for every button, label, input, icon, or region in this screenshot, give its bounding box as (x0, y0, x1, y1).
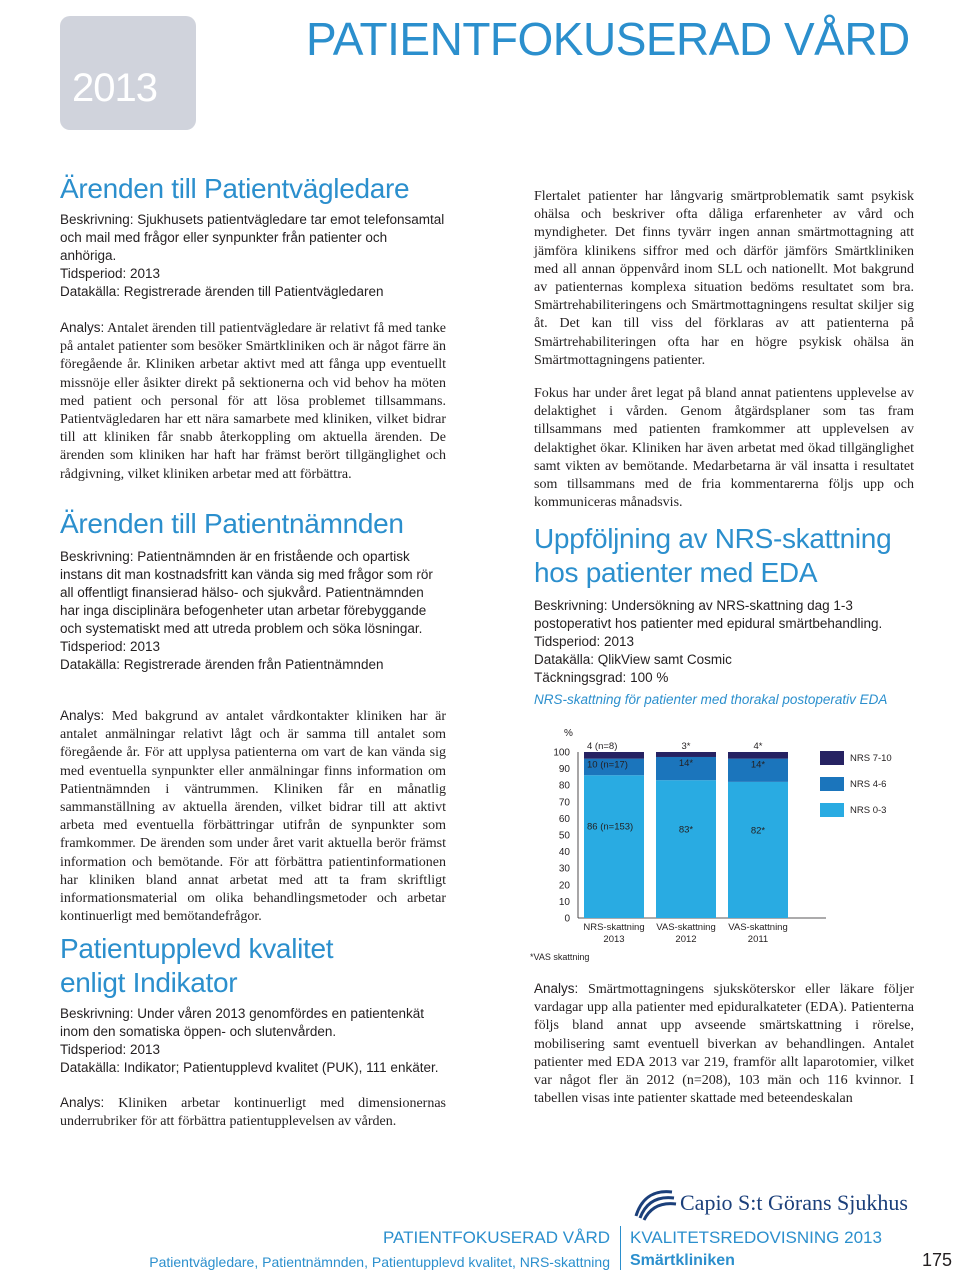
period: Tidsperiod: 2013 (60, 1042, 161, 1057)
description: Beskrivning: Patientnämnden är en fristående och opartisk instans dit man kostnadsfritt kan vända sig med frågor som rör all offentligt finansierad hälso- och sjukvård. Patientnämnden har inga disciplinära befogenheter utan arbetar förebyggande och systematiskt med att utreda problem och söka lösningar. (60, 549, 433, 636)
y-tick-label: 20 (558, 880, 570, 892)
y-axis-unit: % (564, 728, 573, 739)
bar-segment (728, 752, 788, 759)
analysis-patientvagledare: Analys: Antalet ärenden till patientvägledare är relativt få med tanke på antalet patienter som besöker Smärtkliniken och är något färre än föregående år. Kliniken arbetar aktivt med att fånga upp eventuellt missnöje eller åsikter direkt på sektionerna och vid behov ha möten med patient och personal för att lösa problemet tillsammans. Patientvägledaren har ett nära samarbete med kliniken, vilket bidrar till att kliniken får snabb återkoppling om aktuella ärenden. De ärenden som kliniken har haft har främst berört tillgänglighet och rådgivning, vilket kliniken arbetar med att förbättra. (60, 320, 446, 482)
y-tick-label: 10 (558, 896, 570, 908)
y-tick-label: 100 (553, 747, 570, 759)
figure-title: NRS-skattning för patienter med thorakal postoperativ EDA (534, 692, 888, 707)
chart-footnote: *VAS skattning (530, 952, 590, 962)
data-label: 14* (678, 757, 694, 769)
footer-section-title: PATIENTFOKUSERAD VÅRD (382, 1228, 610, 1247)
year-label: 2013 (72, 66, 157, 110)
analysis-nrs: Analys: Smärtmottagningens sjuksköterskor eller läkare följer vardagar upp alla patienter med epiduralkateter (EDA). Patienterna följs bland annat upp avseende smärtskattning i rörelse, mobilisering samt eventuell biverkan av behandlingen. Antalet patienter med EDA 2013 var 219, framför allt laparotomier, vilket var något fler än 2012 (n=208), 103 män och 116 kvinnor. I tabellen visas inte patienter skattade med beteendeskalan (534, 981, 914, 1107)
description: Beskrivning: Under våren 2013 genomfördes en patientenkät inom den somatiska öppen- och slutenvården. (60, 1006, 424, 1039)
data-label: 3* (681, 741, 691, 752)
period: Tidsperiod: 2013 (534, 634, 635, 649)
footer-clinic: Smärtkliniken (630, 1252, 735, 1269)
legend-swatch (820, 751, 844, 765)
x-tick-label: VAS-skattning (728, 922, 788, 933)
source: Datakälla: QlikView samt Cosmic (534, 652, 732, 667)
page-title: PATIENTFOKUSERAD VÅRD (306, 13, 910, 65)
section-meta-patientnamnden (60, 548, 446, 674)
analysis-patientupplevd: Analys: Kliniken arbetar kontinuerligt med dimensionernas underrubriker för att förbättra patientupplevelsen av vården. (60, 1095, 446, 1130)
legend-swatch (820, 803, 844, 817)
section-meta-nrs (534, 597, 920, 687)
y-tick-label: 30 (558, 863, 570, 875)
y-tick-label: 90 (558, 764, 570, 776)
x-tick-label: NRS-skattning (583, 922, 645, 933)
data-label: 10 (n=17) (587, 759, 628, 771)
data-label: 14* (750, 759, 766, 771)
period: Tidsperiod: 2013 (60, 266, 161, 281)
footer-divider (620, 1226, 621, 1270)
capio-logo-text: Capio S:t Görans Sjukhus (680, 1190, 908, 1215)
data-label: 4 (n=8) (587, 741, 618, 752)
y-tick-label: 60 (558, 813, 570, 825)
year-badge (60, 16, 196, 130)
right-paragraph-2: Fokus har under året legat på bland annat patientens upplevelse av delaktighet i vården. Genom åtgärdsplaner som tas fram tillsammans med patienten framkommer att upplevelsen av delaktighet ökar. Kliniken har även arbetat med ökad tillgänglighet samt vikten av bemötande. Medarbetarna är väl insatta i resultatet som tillsammans med de fria kommentarerna följs upp och kommuniceras månadsvis. (534, 386, 914, 511)
x-tick-label: 2011 (747, 934, 769, 945)
bar-segment (728, 782, 788, 918)
legend-label: NRS 7-10 (850, 753, 892, 764)
section-meta-patientvagledare (60, 211, 446, 301)
nrs-stacked-bar-chart (530, 722, 910, 968)
source: Datakälla: Indikator; Patientupplevd kvalitet (PUK), 111 enkäter. (60, 1060, 439, 1075)
bar-segment (584, 752, 644, 759)
section-title-patientvagledare: Ärenden till Patientvägledare (60, 173, 410, 204)
legend-label: NRS 0-3 (850, 805, 887, 816)
section-title-nrs: Uppföljning av NRS-skattning hos patienter med EDA (534, 523, 892, 588)
bar-segment (584, 775, 644, 918)
data-label: 82* (750, 825, 766, 837)
period: Tidsperiod: 2013 (60, 639, 161, 654)
data-label: 86 (n=153) (587, 821, 634, 833)
x-tick-label: 2013 (603, 934, 625, 945)
capio-logo-icon (632, 1186, 678, 1222)
description: Beskrivning: Sjukhusets patientvägledare tar emot telefonsamtal och mail med frågor eller synpunkter från patienter och anhöriga. (60, 212, 445, 263)
data-label: 4* (753, 741, 763, 752)
source: Datakälla: Registrerade ärenden från Patientnämnden (60, 657, 384, 672)
x-tick-label: VAS-skattning (656, 922, 716, 933)
y-tick-label: 40 (558, 847, 570, 859)
source: Datakälla: Registrerade ärenden till Patientvägledaren (60, 284, 384, 299)
bar-segment (656, 752, 716, 757)
section-meta-patientupplevd (60, 1005, 446, 1077)
description: Beskrivning: Undersökning av NRS-skattning dag 1-3 postoperativt hos patienter med epidural smärtbehandling. (534, 598, 883, 631)
legend-swatch (820, 777, 844, 791)
section-title-patientnamnden: Ärenden till Patientnämnden (60, 508, 404, 539)
y-tick-label: 0 (564, 913, 570, 925)
y-tick-label: 70 (558, 797, 570, 809)
section-title-patientupplevd: Patientupplevd kvalitet enligt Indikator (60, 933, 334, 998)
coverage: Täckningsgrad: 100 % (534, 670, 669, 685)
legend-label: NRS 4-6 (850, 779, 887, 790)
footer-section-subtitle: Patientvägledare, Patientnämnden, Patientupplevd kvalitet, NRS-skattning (149, 1254, 610, 1270)
analysis-patientnamnden: Analys: Med bakgrund av antalet vårdkontakter kliniken har är antalet anmälningar relativt lågt och är samma till antalet som föregående år. För att upplysa patienterna om vart de kan vända sig med eventuella synpunkter eller anmälningar finns information om Patientnämnden i väntrummen. Kliniken får en månatlig sammanställning av aktuella ärenden, vilket bidrar till att aktivt arbeta med eventuella förbättringar utifrån de synpunkter som framkommer. De ärenden som under året varit aktuella berör främst information och bemötande. För att förbättra patientinformationen har kliniken bland annat arbetat med att ta fram skriftligt informationsmaterial om olika behandlingsmetoder och arbetar kontinuerligt med bemötandefrågor. (60, 708, 446, 925)
y-tick-label: 50 (558, 830, 570, 842)
footer-report-title: KVALITETSREDOVISNING 2013 (630, 1228, 882, 1247)
bar-segment (656, 780, 716, 918)
y-tick-label: 80 (558, 780, 570, 792)
page-number: 175 (922, 1250, 953, 1270)
data-label: 83* (678, 824, 694, 836)
x-tick-label: 2012 (675, 934, 697, 945)
right-paragraph-1: Flertalet patienter har långvarig smärtproblematik samt psykisk ohälsa och beskriver ofta dåliga erfarenheter av vård och myndigheter. Det finns tyvärr ingen annan smärtmottagning att jämföra klinikens siffror med och därför jämförs Smärtkliniken med all annan öppenvård inom SLL och nationellt. Mot bakgrund av patienternas komplexa situation bedöms resultatet som bra. Smärtrehabiliteringens och Smärtmottagningens resultat skiljer sig åt. Det kan till viss del förklaras av att patienterna på Smärtrehabiliteringen ofta har en högre psykisk ohälsa än Smärtmottagningens patienter. (534, 189, 914, 368)
